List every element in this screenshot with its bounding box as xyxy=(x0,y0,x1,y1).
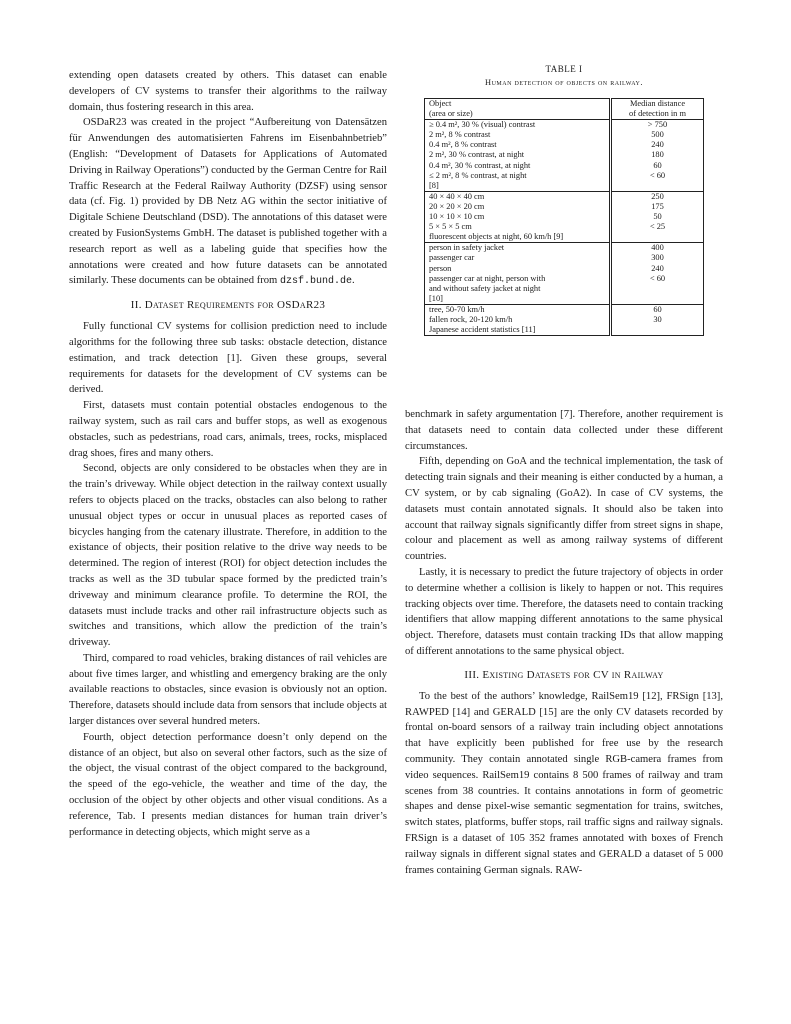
detection-table xyxy=(424,98,704,336)
body-paragraph: extending open datasets created by others. This dataset can enable developers of CV systems to transfer their algorithms to the railway domain, thus fostering research in this area. xyxy=(69,70,387,113)
section-heading-iii: III. Existing Datasets for CV in Railway xyxy=(464,668,664,681)
group-objects: tree, 50-70 km/h fallen rock, 20-120 km/h Japanese accident statistics [11] xyxy=(425,304,611,335)
table-i xyxy=(405,64,723,336)
url-period: . xyxy=(351,275,355,287)
body-paragraph: benchmark in safety argumentation [7]. Therefore, another requirement is that datasets need to contain data collected under these different circumstances. xyxy=(405,409,723,452)
body-paragraph: Fifth, depending on GoA and the technical implementation, the task of detecting train signals and their meaning is either conducted by a human, a CV system, or by cab signaling (GoA2). In case of CV systems, the datasets must contain annotated signals. It should also be taken into account that railway signals significantly differ from street signs in shape, colour and placement as well as among railway systems of different countries. xyxy=(405,456,723,563)
body-paragraph: To the best of the authors’ knowledge, RailSem19 [12], FRSign [13], RAWPED [14] and GERALD [15] are the only CV datasets recorded by frontal on-board sensors of a railway train including object annotations that have explicitly been published for free use by the research community. They contain annotated single RGB-camera frames from video sequences. RailSem19 contains 8 500 frames of railway and tram scenes from 38 countries. It contains annotations in form of geometric shapes and dense pixel-wise semantic segmentation for trains, switches, switch states, platforms, buffer stops, rail traffic signs and railway signals. FRSign is a dataset of 105 352 frames annotated with boxes of French railway signals in different signal states and GERALD a dataset of 5 000 frames containing German signals. RAW- xyxy=(405,690,723,876)
table-group-hazards xyxy=(425,304,704,335)
dzsf-link[interactable]: dzsf.bund.de xyxy=(279,276,352,288)
body-paragraph: Fully functional CV systems for collision prediction need to include algorithms for the following three sub tasks: obstacle detection, distance estimation, and track detection [1]. Given these groups, several requirements for datasets for the development of CV systems can be derived. xyxy=(69,321,387,396)
paragraph-text: OSDaR23 was created in the project “Aufbereitung von Datensätzen für Anwendungen des automatisierten Fahrens im Eisenbahnbetrieb” (English: “Development of Datasets for Applications of Automated Driving in Railway Operations”) conducted by the German Centre for Rail Traffic Research at the Federal Railway Authority (DZSF) using sensor data (cf. Fig. 1) provided by DB Netz AG within the sector initiative of Digitale Schiene Deutschland (DSD). The annotations of this dataset were created by FusionSystems GmbH. The dataset is published together with a research report as well as a labeling guide that specifies how the annotations were created and how future datasets can be annotated similarly. These documents can be obtained from xyxy=(69,117,387,287)
table-group-persons xyxy=(425,243,704,305)
table-caption: Human detection of objects on railway. xyxy=(485,78,643,87)
body-paragraph: Third, compared to road vehicles, braking distances of rail vehicles are about five times larger, and whistling and emergency braking are the only available reactions to obstacles, since evasion is obviously not an option. Therefore, datasets should include data from sensors that include objects at larger distances over several hundred meters. xyxy=(69,652,388,728)
section-heading-ii: II. Dataset Requirements for OSDaR23 xyxy=(130,299,326,312)
group-objects: 40 × 40 × 40 cm 20 × 20 × 20 cm 10 × 10 × 10 cm 5 × 5 × 5 cm fluorescent objects at night, 60 km/h [9] xyxy=(425,191,611,242)
body-paragraph: Fourth, object detection performance doesn’t only depend on the distance of an object, but also on several other factors, such as the size of the object, the visual contrast of the object compared to the background, the speed of the ego-vehicle, the weather and time of the day, the occlusion of the object by other objects and other visual conditions. As a reference, Tab. I presents median distances for human train driver’s performance in detecting objects, which might serve as a xyxy=(69,731,387,838)
body-paragraph: First, datasets must contain potential obstacles endogenous to the railway system, such as rail cars and buffer stops, as well as exogenous obstacles, such as pedestrians, road cars, animals, trees, rocks, misplaced drag shoes, fires and many others. xyxy=(69,400,387,459)
right-column xyxy=(405,407,723,878)
osdar23-intro-paragraph xyxy=(69,115,387,290)
group-distances: 250 175 50 < 25 xyxy=(611,191,704,242)
left-column xyxy=(69,68,387,840)
table-label: TABLE I xyxy=(545,64,583,74)
table-group-visual xyxy=(425,120,704,192)
group-distances: > 750 500 240 180 60 < 60 xyxy=(611,120,704,192)
body-paragraph: Second, objects are only considered to be obstacles when they are in the train’s driveway. While object detection in the railway context usually refers to objects placed on the tracks, obstacles can also belong to rather unusual object types or occur in unusual places as reported cases of bicycles hanging from the catenary illustrate. Therefore, in addition to the existance of objects, their position relative to the drive way needs to be determined. The region of interest (ROI) for object detection includes the tracks as well as the 3D tubular space formed by the predicted train’s driveway and minimum clearance profile. To determine the ROI, the datasets must include tracks and other rail infrastructure objects such as switches and transitions, which allow the prediction of the train’s driveway. xyxy=(69,463,387,649)
table-header-row xyxy=(425,99,704,120)
header-median-distance: Median distance of detection in m xyxy=(611,99,704,120)
header-object: Object (area or size) xyxy=(425,99,611,120)
group-distances: 60 30 xyxy=(611,304,704,335)
group-distances: 400 300 240 < 60 xyxy=(611,243,704,305)
table-group-cubes xyxy=(425,191,704,242)
group-objects: person in safety jacket passenger car person passenger car at night, person with and without safety jacket at night [10] xyxy=(425,243,611,305)
body-paragraph: Lastly, it is necessary to predict the future trajectory of objects in order to determine whether a collision is likely to happen or not. This requires tracking objects over time. Therefore, the datasets need to contain tracking identifiers that allow mapping different annotations to the same physical object. Therefore, datasets must contain tracking IDs that allow mapping of different annotations to the same physical object. xyxy=(405,566,723,657)
group-objects: ≥ 0.4 m², 30 % (visual) contrast 2 m², 8 % contrast 0.4 m², 8 % contrast 2 m², 30 % contrast, at night 0.4 m², 30 % contrast, at night ≤ 2 m², 8 % contrast, at night [8] xyxy=(425,120,611,192)
